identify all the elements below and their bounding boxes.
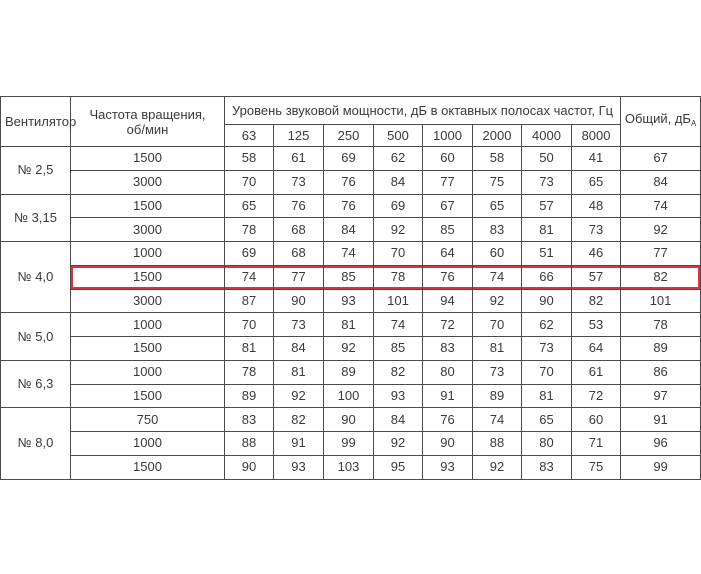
frequency-header-cell: 500	[374, 125, 423, 147]
level-cell: 81	[522, 218, 572, 242]
level-cell: 51	[522, 242, 572, 266]
level-cell: 84	[274, 337, 324, 361]
level-cell: 80	[423, 360, 473, 384]
level-cell: 83	[473, 218, 522, 242]
level-cell: 70	[225, 313, 274, 337]
table-row	[1, 242, 701, 266]
level-cell: 67	[423, 194, 473, 218]
level-cell: 65	[225, 194, 274, 218]
level-cell: 84	[324, 218, 374, 242]
level-cell: 76	[324, 170, 374, 194]
level-cell: 78	[225, 218, 274, 242]
level-cell: 89	[225, 384, 274, 408]
level-cell: 88	[473, 432, 522, 456]
level-cell: 60	[423, 147, 473, 171]
level-cell: 58	[473, 147, 522, 171]
fan-model-cell: № 3,15	[1, 194, 71, 242]
total-cell: 92	[621, 218, 701, 242]
level-cell: 93	[423, 455, 473, 479]
level-cell: 81	[324, 313, 374, 337]
fan-model-cell: № 5,0	[1, 313, 71, 361]
speed-cell: 1500	[71, 384, 225, 408]
level-cell: 68	[274, 218, 324, 242]
fan-model-cell: № 6,3	[1, 360, 71, 408]
total-cell: 84	[621, 170, 701, 194]
level-cell: 82	[572, 289, 621, 313]
level-cell: 60	[572, 408, 621, 432]
level-cell: 77	[423, 170, 473, 194]
total-cell: 96	[621, 432, 701, 456]
level-cell: 76	[423, 265, 473, 289]
table-row	[1, 337, 701, 361]
frequency-header-cell: 250	[324, 125, 374, 147]
level-cell: 103	[324, 455, 374, 479]
speed-cell: 750	[71, 408, 225, 432]
level-cell: 88	[225, 432, 274, 456]
table-row	[1, 218, 701, 242]
level-cell: 74	[473, 265, 522, 289]
total-cell: 67	[621, 147, 701, 171]
level-cell: 65	[572, 170, 621, 194]
table-row	[1, 432, 701, 456]
speed-cell: 3000	[71, 170, 225, 194]
level-cell: 93	[274, 455, 324, 479]
level-cell: 50	[522, 147, 572, 171]
level-cell: 73	[572, 218, 621, 242]
table-row	[1, 170, 701, 194]
table-row	[1, 147, 701, 171]
level-cell: 84	[374, 170, 423, 194]
noise-level-table	[0, 96, 701, 480]
level-cell: 64	[572, 337, 621, 361]
speed-cell: 1000	[71, 242, 225, 266]
total-cell: 91	[621, 408, 701, 432]
level-cell: 89	[473, 384, 522, 408]
level-cell: 90	[274, 289, 324, 313]
table-row	[1, 194, 701, 218]
level-cell: 81	[473, 337, 522, 361]
total-column-header	[621, 97, 701, 147]
speed-column-header	[71, 97, 225, 147]
speed-cell: 1000	[71, 432, 225, 456]
level-cell: 83	[225, 408, 274, 432]
table-row	[1, 313, 701, 337]
frequency-header-cell: 125	[274, 125, 324, 147]
level-cell: 66	[522, 265, 572, 289]
level-cell: 80	[522, 432, 572, 456]
level-cell: 73	[522, 170, 572, 194]
level-cell: 73	[473, 360, 522, 384]
level-cell: 101	[374, 289, 423, 313]
level-cell: 99	[324, 432, 374, 456]
table-row	[1, 289, 701, 313]
total-cell: 97	[621, 384, 701, 408]
level-cell: 75	[572, 455, 621, 479]
table-row	[1, 384, 701, 408]
level-cell: 84	[374, 408, 423, 432]
fan-model-cell: № 2,5	[1, 147, 71, 195]
sound-level-group-header: Уровень звуковой мощности, дБ в октавных полосах частот, Гц	[225, 97, 621, 125]
level-cell: 46	[572, 242, 621, 266]
speed-cell: 3000	[71, 218, 225, 242]
level-cell: 90	[522, 289, 572, 313]
total-cell: 78	[621, 313, 701, 337]
level-cell: 60	[473, 242, 522, 266]
frequency-header-cell: 8000	[572, 125, 621, 147]
level-cell: 64	[423, 242, 473, 266]
frequency-header-cell: 2000	[473, 125, 522, 147]
level-cell: 93	[324, 289, 374, 313]
level-cell: 74	[225, 265, 274, 289]
level-cell: 82	[374, 360, 423, 384]
level-cell: 87	[225, 289, 274, 313]
level-cell: 73	[274, 170, 324, 194]
level-cell: 83	[522, 455, 572, 479]
level-cell: 95	[374, 455, 423, 479]
speed-header-line2: об/мин	[126, 121, 169, 137]
level-cell: 78	[374, 265, 423, 289]
level-cell: 90	[423, 432, 473, 456]
speed-cell: 1500	[71, 455, 225, 479]
table-row	[1, 455, 701, 479]
level-cell: 91	[274, 432, 324, 456]
speed-cell: 1500	[71, 147, 225, 171]
table-row-highlighted	[1, 265, 701, 289]
level-cell: 76	[423, 408, 473, 432]
level-cell: 65	[522, 408, 572, 432]
fan-column-header: Вентилятор	[1, 97, 71, 147]
total-cell: 82	[621, 265, 701, 289]
total-cell: 86	[621, 360, 701, 384]
level-cell: 57	[522, 194, 572, 218]
level-cell: 57	[572, 265, 621, 289]
level-cell: 53	[572, 313, 621, 337]
total-cell: 99	[621, 455, 701, 479]
level-cell: 70	[522, 360, 572, 384]
total-cell: 77	[621, 242, 701, 266]
level-cell: 69	[324, 147, 374, 171]
level-cell: 91	[423, 384, 473, 408]
level-cell: 69	[225, 242, 274, 266]
table-header	[1, 97, 701, 147]
total-cell: 74	[621, 194, 701, 218]
frequency-header-cell: 63	[225, 125, 274, 147]
level-cell: 62	[522, 313, 572, 337]
level-cell: 75	[473, 170, 522, 194]
table-row	[1, 408, 701, 432]
level-cell: 85	[423, 218, 473, 242]
level-cell: 61	[572, 360, 621, 384]
level-cell: 76	[274, 194, 324, 218]
speed-cell: 3000	[71, 289, 225, 313]
level-cell: 74	[374, 313, 423, 337]
level-cell: 72	[572, 384, 621, 408]
level-cell: 65	[473, 194, 522, 218]
level-cell: 85	[324, 265, 374, 289]
level-cell: 92	[274, 384, 324, 408]
level-cell: 89	[324, 360, 374, 384]
level-cell: 74	[324, 242, 374, 266]
frequency-header-cell: 1000	[423, 125, 473, 147]
level-cell: 78	[225, 360, 274, 384]
level-cell: 82	[274, 408, 324, 432]
level-cell: 41	[572, 147, 621, 171]
speed-cell: 1500	[71, 194, 225, 218]
level-cell: 92	[473, 455, 522, 479]
fan-model-cell: № 4,0	[1, 242, 71, 313]
level-cell: 81	[274, 360, 324, 384]
level-cell: 72	[423, 313, 473, 337]
level-cell: 68	[274, 242, 324, 266]
level-cell: 85	[374, 337, 423, 361]
level-cell: 62	[374, 147, 423, 171]
level-cell: 77	[274, 265, 324, 289]
level-cell: 58	[225, 147, 274, 171]
total-cell: 101	[621, 289, 701, 313]
level-cell: 74	[473, 408, 522, 432]
level-cell: 90	[225, 455, 274, 479]
level-cell: 93	[374, 384, 423, 408]
level-cell: 92	[374, 432, 423, 456]
table-body	[1, 147, 701, 480]
level-cell: 92	[473, 289, 522, 313]
level-cell: 70	[473, 313, 522, 337]
level-cell: 71	[572, 432, 621, 456]
noise-table-container	[0, 96, 701, 480]
level-cell: 92	[374, 218, 423, 242]
level-cell: 70	[225, 170, 274, 194]
level-cell: 69	[374, 194, 423, 218]
level-cell: 81	[225, 337, 274, 361]
level-cell: 48	[572, 194, 621, 218]
fan-model-cell: № 8,0	[1, 408, 71, 479]
level-cell: 90	[324, 408, 374, 432]
speed-cell: 1500	[71, 337, 225, 361]
level-cell: 83	[423, 337, 473, 361]
level-cell: 73	[274, 313, 324, 337]
level-cell: 76	[324, 194, 374, 218]
speed-cell: 1500	[71, 265, 225, 289]
level-cell: 94	[423, 289, 473, 313]
table-row	[1, 360, 701, 384]
level-cell: 73	[522, 337, 572, 361]
level-cell: 100	[324, 384, 374, 408]
frequency-header-cell: 4000	[522, 125, 572, 147]
speed-header-line1: Частота вращения,	[89, 106, 206, 122]
level-cell: 70	[374, 242, 423, 266]
total-header-label: Общий, дБ	[624, 111, 691, 126]
speed-cell: 1000	[71, 313, 225, 337]
level-cell: 92	[324, 337, 374, 361]
level-cell: 61	[274, 147, 324, 171]
speed-cell: 1000	[71, 360, 225, 384]
total-header-subscript: А	[690, 119, 697, 128]
total-cell: 89	[621, 337, 701, 361]
level-cell: 81	[522, 384, 572, 408]
